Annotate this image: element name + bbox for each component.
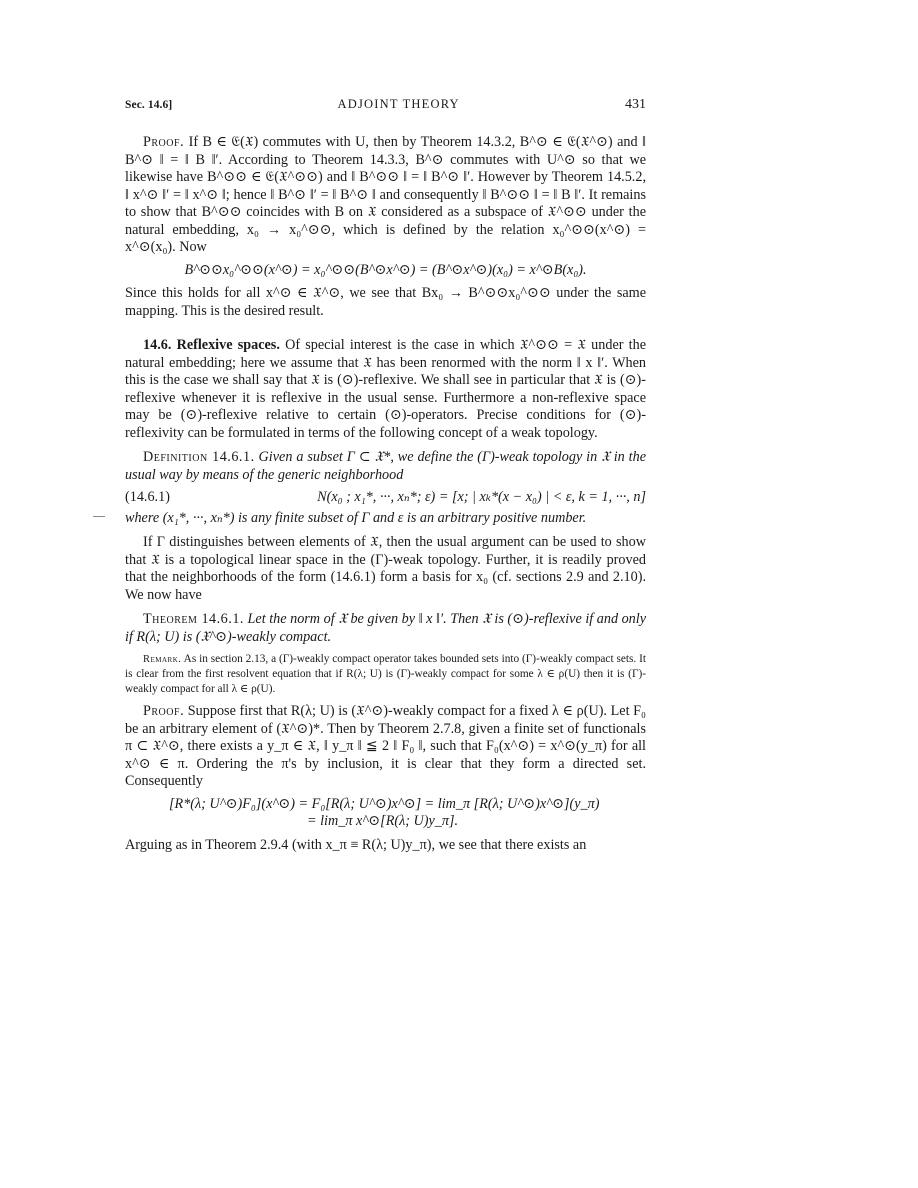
proof-continuation: Arguing as in Theorem 2.9.4 (with x_π ≡ R(λ; U)y_π), we see that there exists an: [125, 836, 587, 853]
section-ref: Sec. 14.6]: [125, 99, 173, 111]
definition-label: Definition 14.6.1.: [143, 449, 255, 465]
proof-label-2: Proof.: [143, 703, 185, 719]
theorem-paragraph: [125, 611, 646, 646]
proof-text: If B ∈ 𝔈(𝔛) commutes with U, then by Theorem 14.3.2, B^⊙ ∈ 𝔈(𝔛^⊙) and ‖ B^⊙ ‖ = ‖ B ‖′. According to Theorem 14.3.3, B^⊙ commutes with U^⊙ so that we likewise have B^⊙⊙ ∈ 𝔈(𝔛^⊙⊙) and ‖ B^⊙⊙ ‖ = ‖ B^⊙ ‖′. However by Theorem 14.5.2, ‖ x^⊙ ‖′ = ‖ x^⊙ ‖; hence ‖ B^⊙ ‖′ = ‖ B^⊙ ‖ and consequently ‖ B^⊙⊙ ‖ = ‖ B ‖′. It remains to show that B^⊙⊙ coincides with B on 𝔛 considered as a subspace of 𝔛^⊙⊙ under the natural embedding, x₀ → x₀^⊙⊙, which is defined by the relation x₀^⊙⊙(x^⊙) = x^⊙(x₀). Now: [125, 134, 646, 255]
proof-paragraph-1: [125, 134, 646, 257]
remark-label: Remark.: [143, 654, 182, 665]
display-equation: B^⊙⊙x₀^⊙⊙(x^⊙) = x₀^⊙⊙(B^⊙x^⊙) = (B^⊙x^⊙)(x₀) = x^⊙B(x₀).: [184, 261, 587, 278]
theorem-text: Let the norm of 𝔛 be given by ‖ x ‖′. Then 𝔛 is (⊙)-reflexive if and only if R(λ; U) is (𝔛^⊙)-weakly compact.: [125, 611, 647, 645]
remark-paragraph: [125, 652, 646, 697]
definition-paragraph: [125, 449, 646, 484]
running-title: ADJOINT THEORY: [337, 97, 460, 111]
proof-label: Proof.: [143, 134, 185, 150]
gamma-paragraph: If Γ distinguishes between elements of 𝔛, then the usual argument can be used to show that 𝔛 is a topological linear space in the (Γ)-weak topology. Further, it is readily proved that the neighborhoods of the form (14.6.1) form a basis for x₀ (cf. sections 2.9 and 2.10). We now have: [125, 534, 646, 603]
page-number: 431: [625, 97, 646, 112]
proof-conclusion: Since this holds for all x^⊙ ∈ 𝔛^⊙, we see that Bx₀ → B^⊙⊙x₀^⊙⊙ under the same mapping. This is the desired result.: [125, 285, 646, 319]
section-paragraph: [125, 337, 646, 442]
definition-text: Given a subset Γ ⊂ 𝔛*, we define the (Γ)-weak topology in 𝔛 in the usual way by means of the generic neighborhood: [125, 449, 647, 483]
proof-text-2: Suppose first that R(λ; U) is (𝔛^⊙)-weakly compact for a fixed λ ∈ ρ(U). Let F₀ be an arbitrary element of (𝔛^⊙)*. Then by Theorem 2.7.8, given a finite set of functionals π ⊂ 𝔛^⊙, there exists a y_π ∈ 𝔛, ‖ y_π ‖ ≦ 2 ‖ F₀ ‖, such that F₀(x^⊙) = x^⊙(y_π) for all x^⊙ ∈ π. Ordering the π's by inclusion, it is clear that they form a directed set. Consequently: [125, 703, 647, 789]
equation-number: (14.6.1): [125, 489, 170, 505]
display-line-2: = lim_π x^⊙[R(λ; U)y_π].: [307, 813, 459, 829]
equation-14-6-1: [125, 489, 646, 507]
theorem-label: Theorem 14.6.1.: [143, 611, 244, 627]
display-line-1: [R*(λ; U^⊙)F₀](x^⊙) = F₀[R(λ; U^⊙)x^⊙] = lim_π [R(λ; U^⊙)x^⊙](y_π): [169, 795, 600, 812]
book-page: [125, 96, 646, 854]
margin-mark: [93, 516, 105, 517]
equation-body: N(x₀ ; x₁*, ···, xₙ*; ε) = [x; | xₖ*(x − x₀) | < ε, k = 1, ···, n]: [317, 489, 646, 505]
remark-text: As in section 2.13, a (Γ)-weakly compact operator takes bounded sets into (Γ)-weakly compact sets. It is clear from the first resolvent equation that if R(λ; U) is (Γ)-weakly compact for some λ ∈ ρ(U) then it is (Γ)-weakly compact for all λ ∈ ρ(U).: [125, 653, 646, 695]
section-heading: 14.6. Reflexive spaces.: [143, 337, 280, 353]
section-text: Of special interest is the case in which 𝔛^⊙⊙ = 𝔛 under the natural embedding; here we assume that 𝔛 has been renormed with the norm ‖ x ‖′. When this is the case we shall say that 𝔛 is (⊙)-reflexive. We shall see in particular that 𝔛 is (⊙)-reflexive whenever it is reflexive in the usual sense. Furthermore a non-reflexive space may be (⊙)-reflexive relative to certain (⊙)-operators. Precise conditions for (⊙)-reflexivity can be formulated in terms of the following concept of a weak topology.: [125, 337, 647, 441]
proof-paragraph-2: [125, 703, 646, 791]
display-equation-2: [125, 796, 646, 831]
running-header: [125, 96, 646, 120]
definition-tail: where (x₁*, ···, xₙ*) is any finite subset of Γ and ε is an arbitrary positive number.: [125, 509, 587, 526]
